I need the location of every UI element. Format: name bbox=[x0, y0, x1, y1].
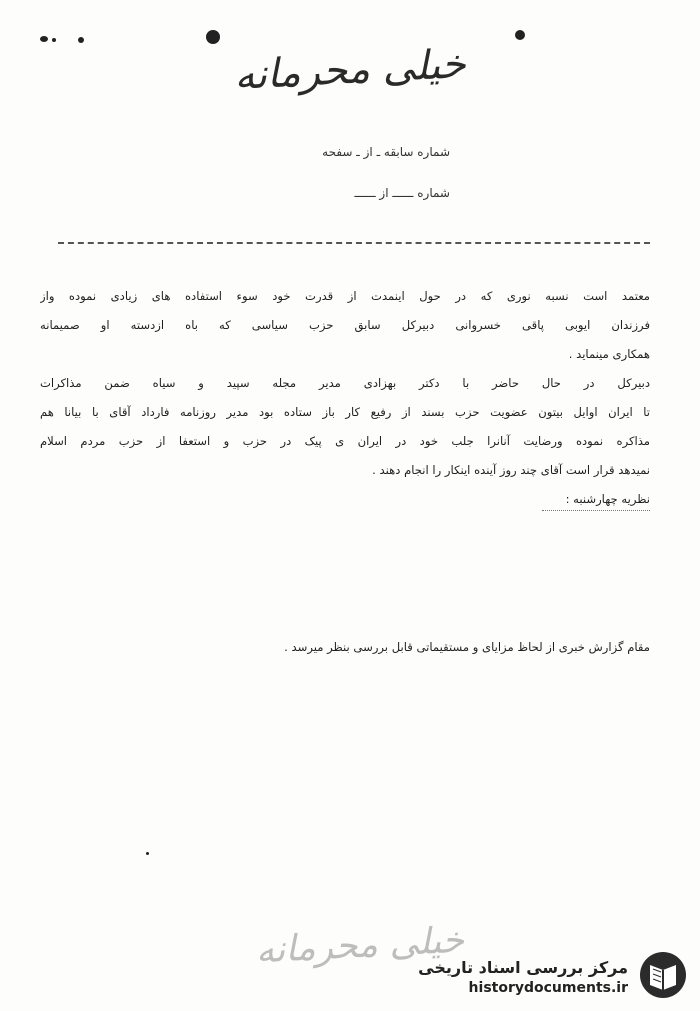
report-body bbox=[40, 282, 650, 515]
body-line: فرزندان ایوبی پاقی خسروانی دبیرکل سابق حزب سیاسی که باه ازدسته او صمیمانه bbox=[40, 318, 650, 332]
watermark-title: مرکز بررسی اسناد تاریخی bbox=[418, 958, 628, 977]
body-line: تا ایران اوایل بیتون عضویت حزب بسند از رفیع کار باز ستاده بود مدیر روزنامه فارداد آقای با بیانا هم bbox=[40, 405, 650, 419]
classification-stamp-bottom: خیلی محرمانه bbox=[254, 919, 466, 972]
header-reference-line-2: شماره ــــــ از ــــــ bbox=[354, 186, 450, 200]
scan-speck bbox=[206, 30, 220, 44]
scan-speck bbox=[146, 852, 149, 855]
body-line: همکاری مینماید . bbox=[568, 347, 650, 361]
header-reference-line-1: شماره سابقه ـ از ـ سفحه bbox=[322, 145, 450, 159]
opinion-heading: نظریه چهارشنبه : bbox=[565, 492, 650, 506]
scan-speck bbox=[40, 36, 48, 42]
scan-speck bbox=[78, 37, 84, 43]
body-line: مذاکره نموده ورضایت آنانرا جلب خود در ایران ی پیک در حزب و استعفا از حزب مردم اسلام bbox=[40, 434, 650, 448]
scan-speck bbox=[52, 38, 56, 42]
body-line: دبیرکل در حال حاضر با دکتر بهزادی مدیر مجله سپید و سیاه ضمن مذاکرات bbox=[40, 376, 650, 390]
scan-speck bbox=[515, 30, 525, 40]
classification-stamp-top: خیلی محرمانه bbox=[233, 40, 467, 100]
body-line: نمیدهد قرار است آقای چند روز آینده اینکار را انجام دهند . bbox=[372, 463, 650, 477]
watermark-url: historydocuments.ir bbox=[468, 980, 628, 996]
watermark-logo-icon bbox=[638, 950, 688, 1000]
body-line: معتمد است نسبه نوری که در حول اینمدت از قدرت خود سوء استفاده های زیادی نموده واز bbox=[40, 289, 650, 303]
final-assessment-line: مقام گزارش خبری از لحاظ مزایای و مستقیماتی قابل بررسی بنظر میرسد . bbox=[284, 640, 650, 654]
dashed-separator bbox=[58, 232, 650, 244]
